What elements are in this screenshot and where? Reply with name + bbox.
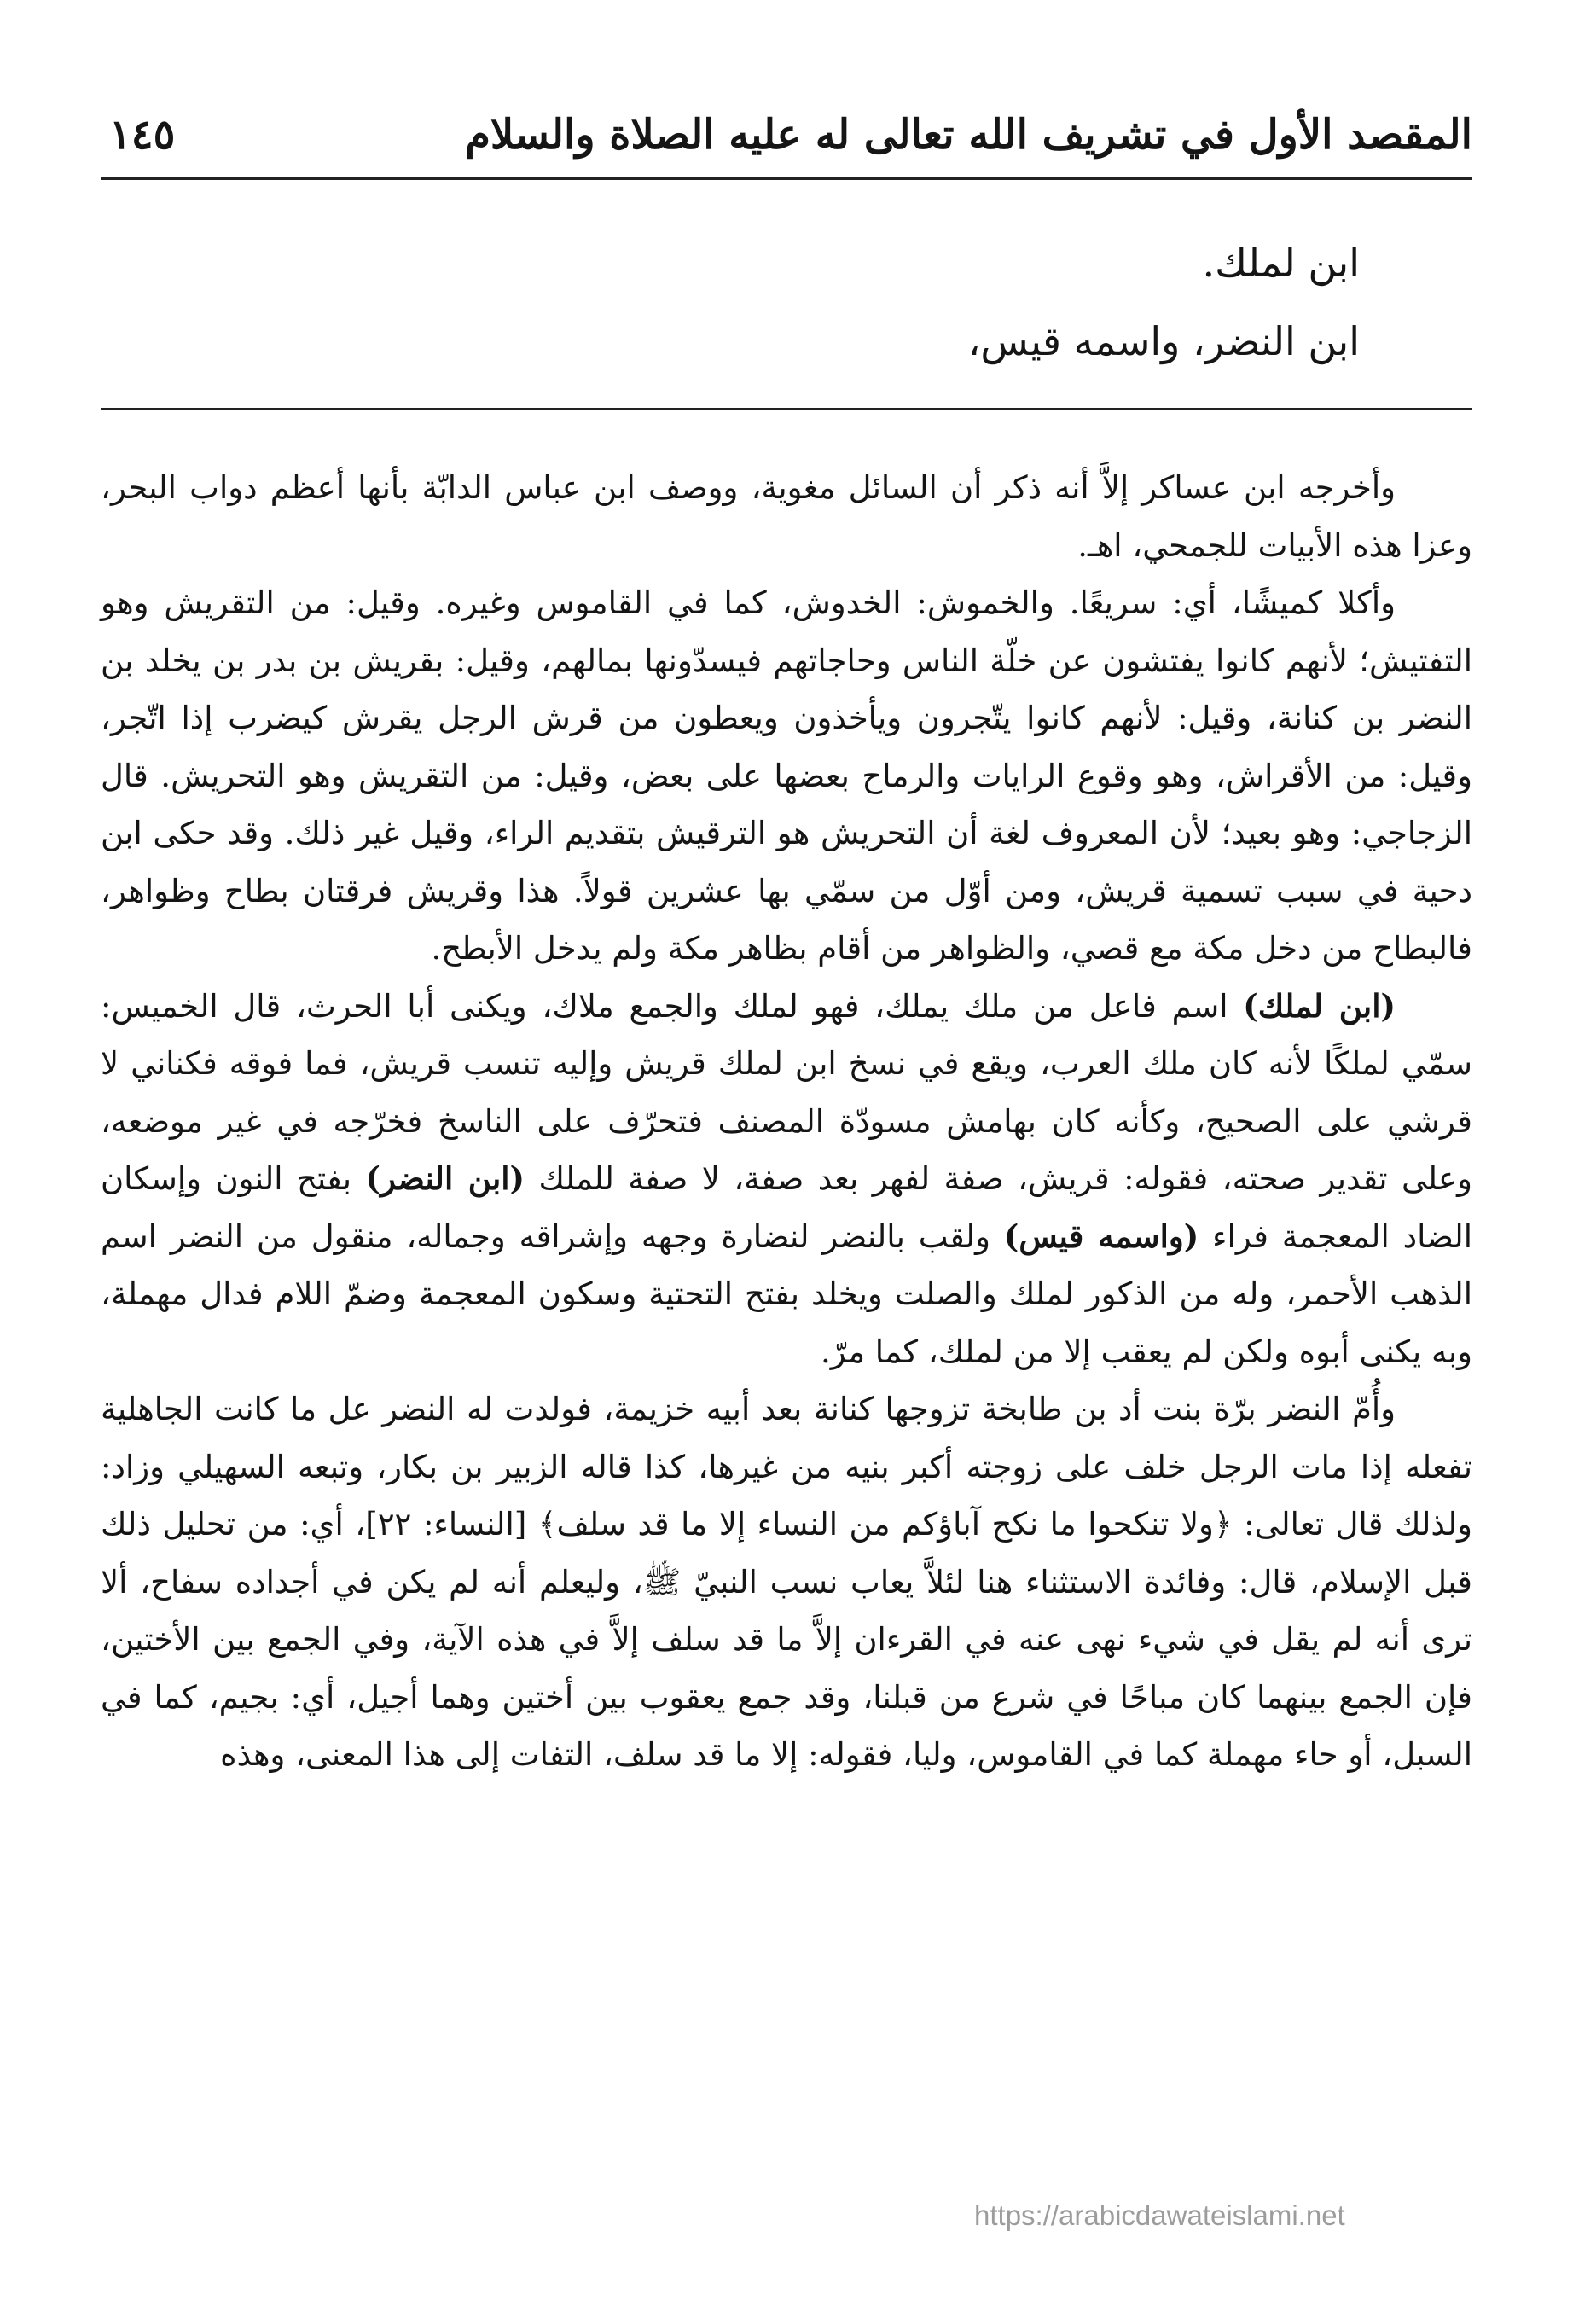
- commentary-paragraph: [101, 978, 1472, 1381]
- page-number: ١٤٥: [109, 111, 176, 159]
- main-text: [592, 224, 1360, 381]
- commentary-paragraph: وأُمّ النضر برّة بنت أد بن طابخة تزوجها كنانة بعد أبيه خزيمة، فولدت له النضر عل ما كانت الجاهلية تفعله إذا مات الرجل خلف على زوجته أكبر بنيه من غيرها، كذا قاله الزبير بن بكار، وتبعه السهيلي وزاد: ولذلك قال تعالى: ﴿ولا تنكحوا ما نكح آباؤكم من النساء إلا ما قد سلف﴾ [النساء: ٢٢]، أي: من تحليل ذلك قبل الإسلام، قال: وفائدة الاستثناء هنا لئلاَّ يعاب نسب النبيّ ﷺ، وليعلم أنه لم يكن في أجداده سفاح، ألا ترى أنه لم يقل في شيء نهى عنه في القرءان إلاَّ ما قد سلف إلاَّ في هذه الآية، وفي الجمع بين الأختين، فإن الجمع بينهما كان مباحًا في شرع من قبلنا، وقد جمع يعقوب بين أختين وهما أجيل، أي: بجيم، كما في السبل، أو حاء مهملة كما في القاموس، وليا، فقوله: إلا ما قد سلف، التفات إلى هذا المعنى، وهذه: [101, 1391, 1472, 1773]
- quoted-term: (ابن لملك): [1243, 986, 1396, 1025]
- commentary-paragraph: وأكلا كميشًا، أي: سريعًا. والخموش: الخدوش، كما في القاموس وغيره. وقيل: من التقريش وهو التفتيش؛ لأنهم كانوا يفتشون عن خلّة الناس وحاجاتهم فيسدّونها بمالهم، وقيل: بقريش بن بدر بن يخلد بن النضر بن كنانة، وقيل: لأنهم كانوا يتّجرون ويأخذون ويعطون من قرش الرجل يقرش كيضرب إذا اتّجر، وقيل: من الأقراش، وهو وقوع الرايات والرماح بعضها على بعض، وقيل: من التقريش وهو التحريش. قال الزجاجي: وهو بعيد؛ لأن المعروف لغة أن التحريش هو الترقيش بتقديم الراء، وقيل غير ذلك. وقد حكى ابن دحية في سبب تسمية قريش، ومن أوّل من سمّي بها عشرين قولاً. هذا وقريش فرقتان بطاح وظواهر، فالبطاح من دخل مكة مع قصي، والظواهر من أقام بظاهر مكة ولم يدخل الأبطح.: [101, 584, 1472, 967]
- page-header: [101, 101, 1472, 183]
- main-text-line: ابن لملك.: [1202, 240, 1360, 286]
- watermark-url: https://arabicdawateislami.net: [974, 2199, 1345, 2231]
- paragraph-text: اسم فاعل من ملك يملك، فهو لملك والجمع ملاك، ويكنى أبا الحرث، قال الخميس: سمّي لملكًا لأنه كان ملك العرب، ويقع في نسخ ابن لملك قريش وإليه تنسب قريش، فما فوقه فكناني لا قرشي على الصحيح، وكأنه كان بهامش مسودّة المصنف فتحرّف على الناسخ فخرّجه في غير موضعه، وعلى تقدير صحته، فقوله: قريش، صفة لفهر بعد صفة، لا صفة للملك: [101, 987, 1472, 1197]
- section-divider: [101, 408, 1472, 410]
- quoted-term: (ابن النضر): [365, 1159, 525, 1197]
- main-text-line: ابن النضر، واسمه قيس،: [967, 318, 1360, 364]
- quoted-term: (واسمه قيس): [1003, 1217, 1199, 1255]
- commentary-paragraph: وأخرجه ابن عساكر إلاَّ أنه ذكر أن السائل مغوية، ووصف ابن عباس الدابّة بأنها أعظم دواب البحر، وعزا هذه الأبيات للجمحي، اهـ.: [101, 469, 1472, 564]
- running-title: المقصد الأول في تشريف الله تعالى له عليه الصلاة والسلام: [465, 111, 1472, 159]
- paragraph-text: بفتح النون وإسكان الضاد المعجمة فراء: [101, 1160, 1472, 1255]
- header-rule: [101, 177, 1472, 180]
- paragraph-text: ولقب بالنضر لنضارة وجهه وإشراقه وجماله، منقول من النضر اسم الذهب الأحمر، وله من الذكور لملك والصلت ويخلد بفتح التحتية وسكون المعجمة وضمّ اللام فدال مهملة، وبه يكنى أبوه ولكن لم يعقب إلا من لملك، كما مرّ.: [101, 1217, 1472, 1370]
- commentary: [101, 459, 1472, 1784]
